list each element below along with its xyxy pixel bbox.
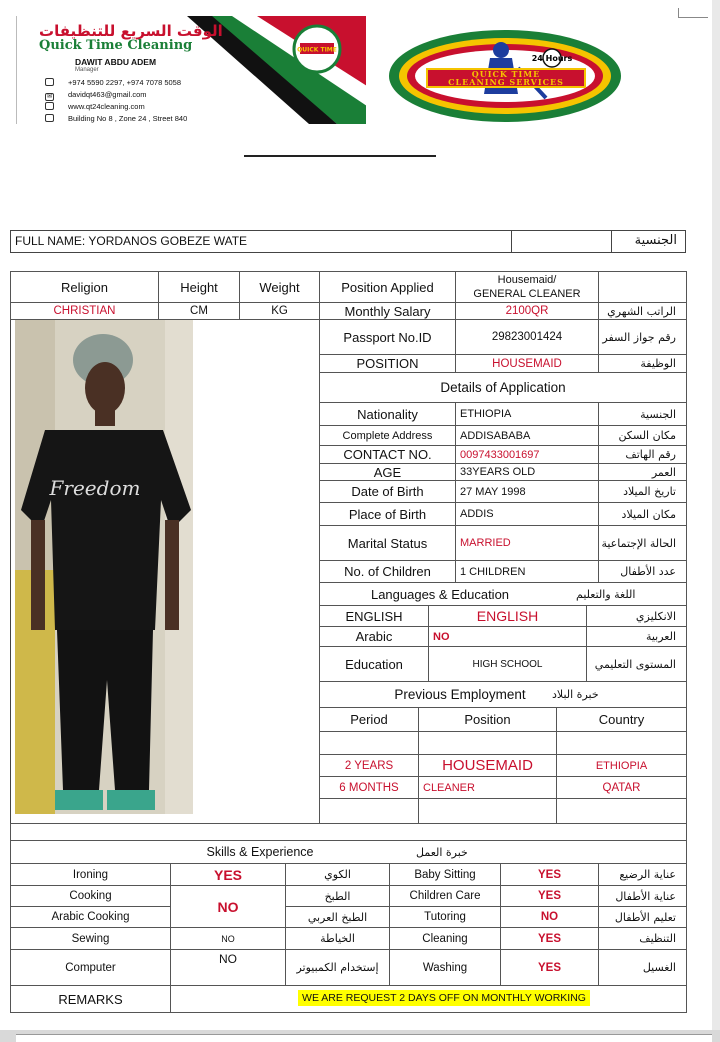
previous-employment-title-arabic: خبرة البلاد <box>552 688 599 701</box>
application-label: Date of Birth <box>319 480 456 503</box>
application-value: MARRIED <box>455 525 599 561</box>
skill-value: YES <box>500 863 599 886</box>
employment-position: HOUSEMAID <box>418 754 557 777</box>
card-badge-logo <box>292 24 342 74</box>
english-arabic: الانكليزي <box>586 605 687 627</box>
application-label: Complete Address <box>319 425 456 446</box>
logo-hours-badge: 24 Hours <box>531 54 573 63</box>
logo-line-2: CLEANING SERVICES <box>448 77 564 87</box>
employment-period: 6 MONTHS <box>319 776 419 799</box>
employment-country: ETHIOPIA <box>556 754 687 777</box>
detail-label: Passport No.ID <box>319 319 456 355</box>
position-applied-arabic-cell <box>598 271 687 303</box>
detail-arabic: الوظيفة <box>598 354 687 373</box>
employment-empty-cell <box>556 798 687 824</box>
education-label: Education <box>319 646 429 682</box>
application-value: ETHIOPIA <box>455 402 599 426</box>
application-value: 33YEARS OLD <box>455 463 599 481</box>
skill-value: YES <box>500 927 599 950</box>
employment-position: CLEANER <box>418 776 557 799</box>
skill-arabic: الطبخ <box>285 885 390 907</box>
application-label: Nationality <box>319 402 456 426</box>
spacer-row <box>10 823 687 841</box>
skill-label: Baby Sitting <box>389 863 501 886</box>
remarks-label: REMARKS <box>10 985 171 1013</box>
detail-value: HOUSEMAID <box>455 354 599 373</box>
shirt-text: Freedom <box>49 476 141 500</box>
skill-value: YES <box>500 885 599 907</box>
height-header: Height <box>158 271 240 303</box>
education-value: HIGH SCHOOL <box>428 646 587 682</box>
position-applied-value: Housemaid/ GENERAL CLEANER <box>455 271 599 303</box>
height-value: CM <box>158 302 240 320</box>
full-name-row <box>10 230 686 253</box>
manager-role: Manager <box>75 67 99 73</box>
email-line <box>45 90 147 100</box>
application-label: AGE <box>319 463 456 481</box>
application-value: 27 MAY 1998 <box>455 480 599 503</box>
skill-label: Arabic Cooking <box>10 906 171 928</box>
address-line <box>45 114 187 124</box>
page-corner-mark <box>678 8 708 18</box>
logo-line-1: QUICK TIME <box>471 69 541 79</box>
email-icon: ✉ <box>46 94 53 100</box>
application-arabic: تاريخ الميلاد <box>598 480 687 503</box>
english-value: ENGLISH <box>428 605 587 627</box>
arabic-label: Arabic <box>319 626 429 647</box>
skill-arabic: الخياطة <box>285 927 390 950</box>
manager-name: DAWIT ABDU ADEM <box>75 57 157 67</box>
application-value: 1 CHILDREN <box>455 560 599 583</box>
website-url: www.qt24cleaning.com <box>68 102 145 111</box>
application-label: Marital Status <box>319 525 456 561</box>
education-arabic: المستوى التعليمي <box>586 646 687 682</box>
employment-empty-cell <box>319 731 419 755</box>
application-arabic: مكان السكن <box>598 425 687 446</box>
skill-label: Children Care <box>389 885 501 907</box>
skill-arabic: تعليم الأطفال <box>598 906 687 928</box>
application-arabic: الحالة الإجتماعية <box>598 525 687 561</box>
phone-line <box>45 78 181 88</box>
sewing-value: NO <box>170 927 286 950</box>
application-arabic: مكان الميلاد <box>598 502 687 526</box>
website-line <box>45 102 145 112</box>
weight-value: KG <box>239 302 320 320</box>
previous-employment-title: Previous Employment <box>394 687 526 702</box>
company-logo <box>386 28 624 124</box>
skill-arabic: الغسيل <box>598 949 687 986</box>
arabic-value: NO <box>428 626 587 647</box>
applicant-photo-illustration <box>15 320 193 814</box>
ironing-value: YES <box>170 863 286 886</box>
name-row-divider <box>511 231 512 252</box>
page-separator <box>0 1030 720 1042</box>
skill-arabic: الطبخ العربي <box>285 906 390 928</box>
skill-arabic: عناية الأطفال <box>598 885 687 907</box>
detail-value: 2100QR <box>455 302 599 320</box>
religion-header: Religion <box>10 271 159 303</box>
full-name: FULL NAME: YORDANOS GOBEZE WATE <box>15 234 248 248</box>
weight-header: Weight <box>239 271 320 303</box>
email-address: davidqt463@gmail.com <box>68 90 147 99</box>
globe-icon <box>45 102 54 110</box>
application-arabic: العمر <box>598 463 687 481</box>
skills-title: Skills & Experience <box>206 845 314 859</box>
skill-arabic: إستخدام الكمبيوتر <box>285 949 390 986</box>
remarks-value: WE ARE REQUEST 2 DAYS OFF ON MONTHLY WORKING <box>298 990 590 1006</box>
application-value: 0097433001697 <box>455 445 599 464</box>
skills-title-row <box>10 840 687 864</box>
logo-banner <box>426 68 586 88</box>
english-label: ENGLISH <box>319 605 429 627</box>
period-header: Period <box>319 707 419 732</box>
company-name-arabic: الوقت السريع للتنظيفات <box>39 22 223 40</box>
employment-empty-cell <box>556 731 687 755</box>
details-of-application-title: Details of Application <box>319 372 687 403</box>
detail-value: 29823001424 <box>455 319 599 355</box>
skill-arabic: الكوي <box>285 863 390 886</box>
applicant-photo <box>15 320 193 814</box>
detail-arabic: الراتب الشهري <box>598 302 687 320</box>
business-card <box>16 16 366 124</box>
application-arabic: رقم الهاتف <box>598 445 687 464</box>
skill-label: Washing <box>389 949 501 986</box>
employment-empty-cell <box>319 798 419 824</box>
employment-empty-cell <box>418 798 557 824</box>
employment-period: 2 YEARS <box>319 754 419 777</box>
arabic-arabic: العربية <box>586 626 687 647</box>
detail-label: POSITION <box>319 354 456 373</box>
skill-value: NO <box>500 906 599 928</box>
skill-arabic: عناية الرضيع <box>598 863 687 886</box>
company-name-english: Quick Time Cleaning <box>39 38 193 53</box>
header-rule <box>244 155 436 157</box>
card-badge-text: QUICK TIME <box>297 46 337 54</box>
application-label: No. of Children <box>319 560 456 583</box>
next-page-edge <box>16 1034 712 1042</box>
phone-numbers: +974 5590 2297, +974 7078 5058 <box>68 78 182 87</box>
skill-label: Ironing <box>10 863 171 886</box>
position-header: Position <box>418 707 557 732</box>
cooking-value: NO <box>170 885 286 928</box>
name-row-divider <box>611 231 612 252</box>
skill-arabic: التنظيف <box>598 927 687 950</box>
application-label: CONTACT NO. <box>319 445 456 464</box>
skill-value: YES <box>500 949 599 986</box>
application-value: ADDISABABA <box>455 425 599 446</box>
application-label: Place of Birth <box>319 502 456 526</box>
skill-label: Sewing <box>10 927 171 950</box>
languages-title: Languages & Education <box>370 586 510 602</box>
skill-label: Cooking <box>10 885 171 907</box>
application-arabic: الجنسية <box>598 402 687 426</box>
country-header: Country <box>556 707 687 732</box>
employment-empty-cell <box>418 731 557 755</box>
application-arabic: عدد الأطفال <box>598 560 687 583</box>
detail-arabic: رقم جواز السفر <box>598 319 687 355</box>
phone-icon <box>45 78 54 86</box>
computer-value: NO <box>170 949 286 986</box>
skills-title-arabic: خبرة العمل <box>416 845 468 859</box>
skill-label: Cleaning <box>389 927 501 950</box>
application-value: ADDIS <box>455 502 599 526</box>
detail-label: Monthly Salary <box>319 302 456 320</box>
skill-label: Tutoring <box>389 906 501 928</box>
location-pin-icon <box>45 114 54 122</box>
religion-value: CHRISTIAN <box>10 302 159 320</box>
skill-label: Computer <box>10 949 171 986</box>
position-applied-header: Position Applied <box>319 271 456 303</box>
languages-title-arabic: اللغة والتعليم <box>576 587 636 601</box>
employment-country: QATAR <box>556 776 687 799</box>
business-address: Building No 8 , Zone 24 , Street 840 <box>68 114 188 123</box>
nationality-label-arabic: الجنسية <box>634 233 677 248</box>
